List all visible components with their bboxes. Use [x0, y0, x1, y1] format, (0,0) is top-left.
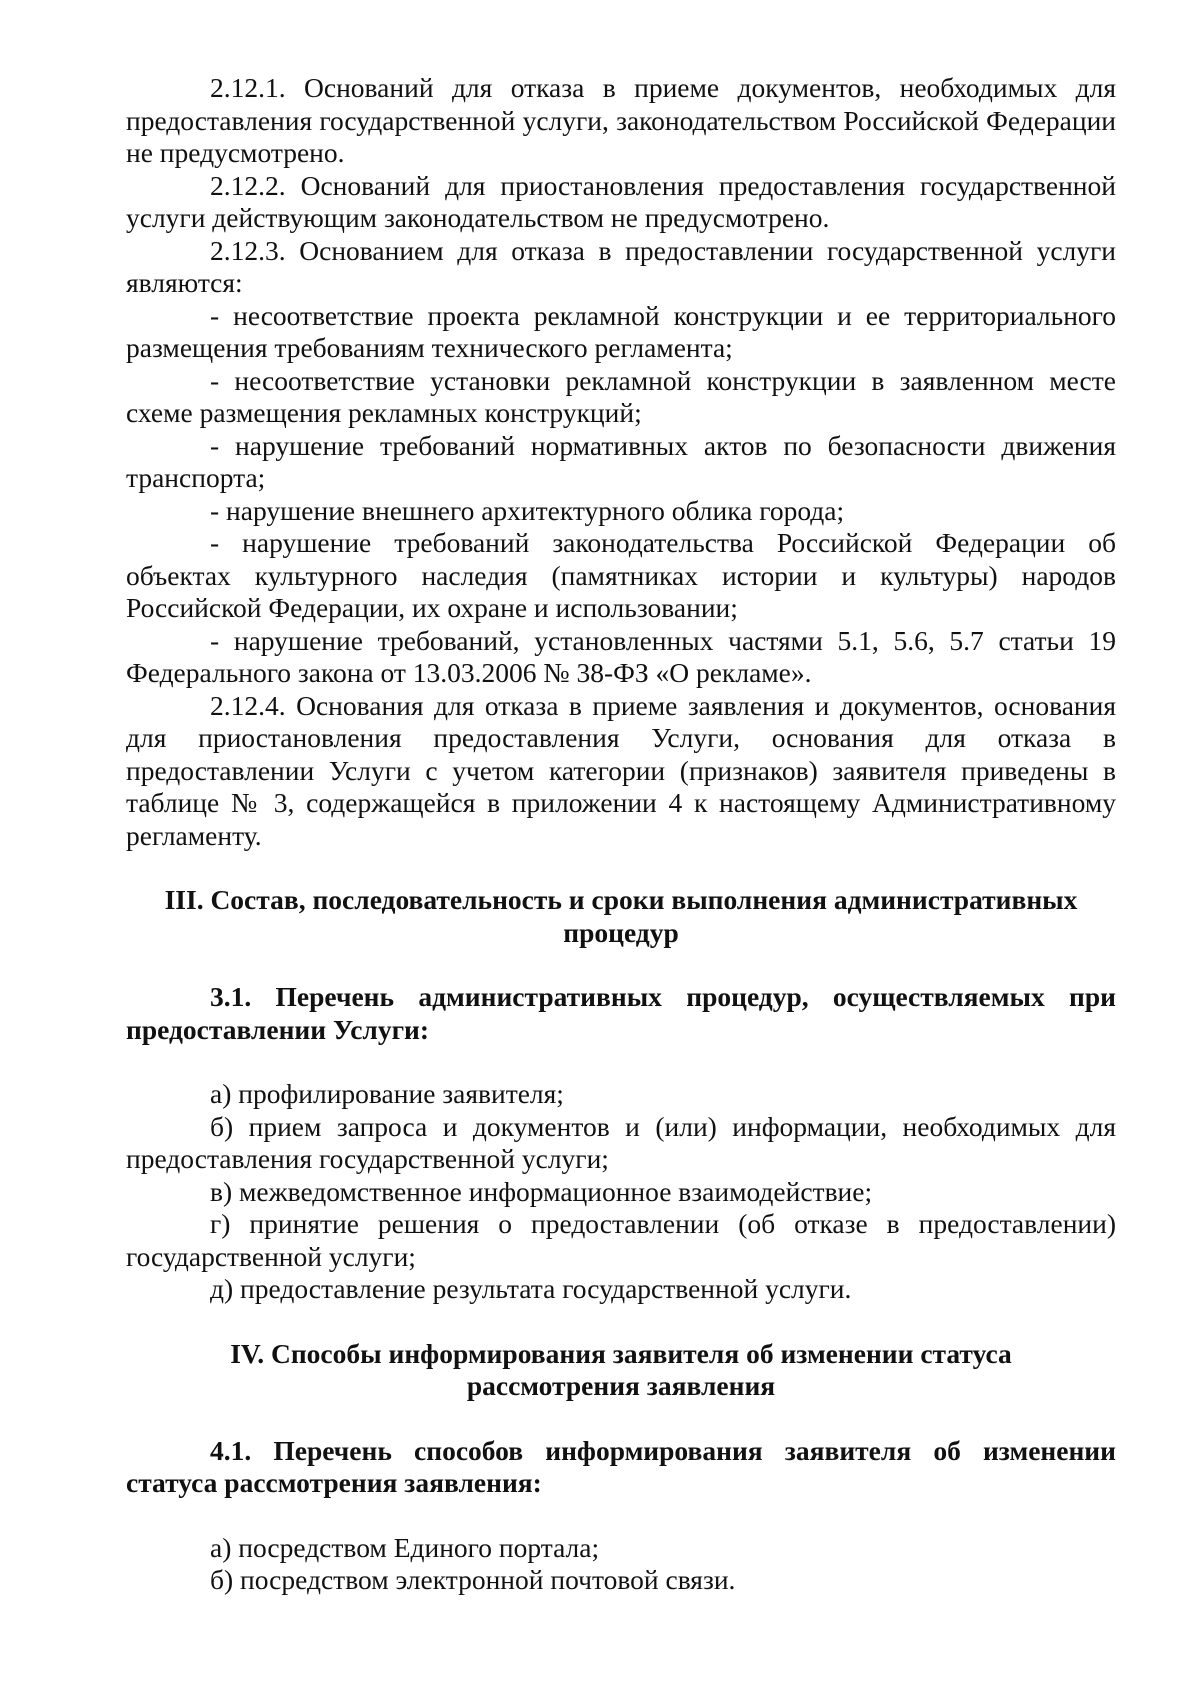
refusal-item: - нарушение внешнего архитектурного облика города; — [210, 494, 845, 526]
section-3-heading-line1: III. Состав, последовательность и сроки выполнения административных — [164, 884, 1078, 915]
paragraph-3-1: 3.1. Перечень административных процедур, осуществляемых при предоставлении Услуги: — [126, 981, 1116, 1045]
procedure-item: б) прием запроса и документов и (или) информации, необходимых для предоставления государственной услуги; — [126, 1110, 1116, 1174]
spacer — [126, 1046, 1116, 1078]
spacer — [126, 1306, 1116, 1338]
section-4-heading-line1: IV. Способы информирования заявителя об изменении статуса — [230, 1337, 1012, 1369]
procedure-item: в) межведомственное информационное взаимодействие; — [210, 1175, 873, 1207]
inform-method-item: а) посредством Единого портала; — [210, 1531, 600, 1563]
spacer — [126, 1500, 1116, 1532]
paragraph-2-12-2: 2.12.2. Оснований для приостановления предоставления государственной услуги действующим законодательством не предусмотрено. — [126, 169, 1116, 233]
refusal-item: - нарушение требований нормативных актов по безопасности движения транспорта; — [126, 429, 1116, 493]
inform-method-item: б) посредством электронной почтовой связи. — [210, 1564, 736, 1595]
document-body — [126, 72, 1116, 1597]
paragraph-4-1: 4.1. Перечень способов информирования заявителя об изменении статуса рассмотрения заявления: — [126, 1434, 1116, 1498]
refusal-item: - нарушение требований законодательства Российской Федерации об объектах культурного наследия (памятниках истории и культуры) народов Российской Федерации, их охране и использовании; — [126, 527, 1116, 623]
section-3-heading — [126, 884, 1116, 949]
paragraph-2-12-3: 2.12.3. Основанием для отказа в предоставлении государственной услуги являются: — [126, 234, 1116, 298]
paragraph-2-12-4: 2.12.4. Основания для отказа в приеме заявления и документов, основания для приостановления предоставления Услуги, основания для отказа в предоставлении Услуги с учетом категории (признаков) заявителя приведены в таблице № 3, содержащейся в приложении 4 к настоящему Административному регламенту. — [126, 689, 1116, 851]
spacer — [126, 949, 1116, 981]
procedure-item: г) принятие решения о предоставлении (об отказе в предоставлении) государственной услуги; — [126, 1208, 1116, 1272]
procedure-item: д) предоставление результата государственной услуги. — [210, 1273, 852, 1304]
paragraph-2-12-1: 2.12.1. Оснований для отказа в приеме документов, необходимых для предоставления государственной услуги, законодательством Российской Федерации не предусмотрено. — [126, 72, 1116, 168]
section-4-heading — [126, 1338, 1116, 1403]
spacer — [126, 852, 1116, 884]
section-4-heading-line2: рассмотрения заявления — [466, 1370, 776, 1401]
refusal-item: - нарушение требований, установленных частями 5.1, 5.6, 5.7 статьи 19 Федерального закона от 13.03.2006 № 38-ФЗ «О рекламе». — [126, 624, 1116, 688]
refusal-item: - несоответствие установки рекламной конструкции в заявленном месте схеме размещения рекламных конструкций; — [126, 364, 1116, 428]
procedure-item: а) профилирование заявителя; — [210, 1078, 564, 1109]
refusal-item: - несоответствие проекта рекламной конструкции и ее территориального размещения требованиям технического регламента; — [126, 299, 1116, 363]
spacer — [126, 1403, 1116, 1435]
section-3-heading-line2: процедур — [563, 916, 679, 948]
